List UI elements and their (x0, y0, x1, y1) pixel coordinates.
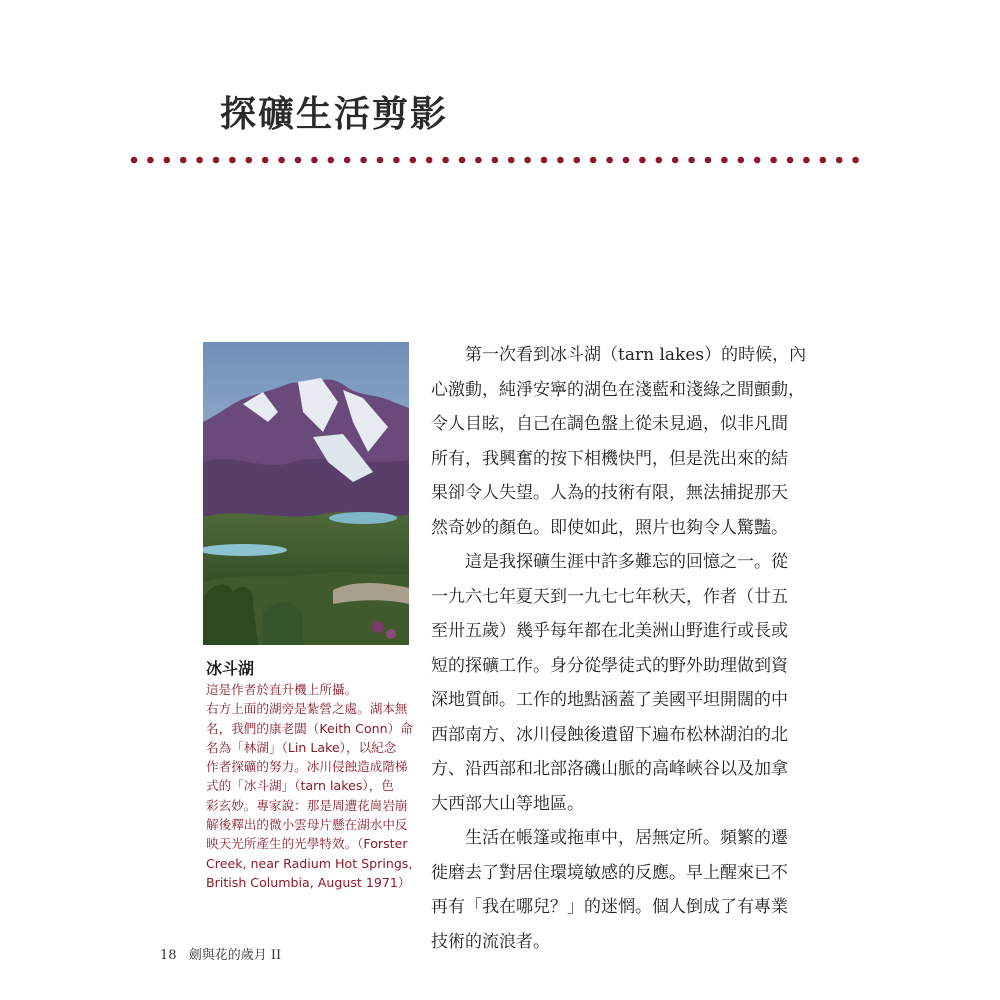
divider-dot (705, 157, 712, 164)
dotted-divider (130, 154, 870, 166)
divider-dot (393, 157, 400, 164)
body-line: 西部南方、冰川侵蝕後遺留下遍布松林湖泊的北 (431, 724, 788, 745)
body-line: 然奇妙的顏色。即使如此，照片也夠令人驚豔。 (431, 517, 788, 538)
caption-line: 彩玄妙。專家說：那是周遭花崗岩崩 (206, 797, 408, 813)
divider-dot (524, 157, 531, 164)
divider-dot (475, 157, 482, 164)
divider-dot (508, 157, 515, 164)
divider-dot (820, 157, 827, 164)
divider-dot (738, 157, 745, 164)
body-line: 第一次看到冰斗湖（tarn lakes）的時候，內 (431, 345, 807, 365)
divider-dot (426, 157, 433, 164)
divider-dot (770, 157, 777, 164)
divider-dot (180, 157, 187, 164)
divider-dot (787, 157, 794, 164)
divider-dot (541, 157, 548, 164)
divider-dot (229, 157, 236, 164)
divider-dot (852, 157, 859, 164)
divider-dot (295, 157, 302, 164)
divider-dot (721, 157, 728, 164)
body-line: 徙磨去了對居住環境敏感的反應。早上醒來已不 (431, 862, 788, 883)
caption-line: Creek, near Radium Hot Springs, (206, 855, 413, 871)
caption-line: 名為「林湖」（Lin Lake），以紀念 (206, 739, 397, 755)
caption-title: 冰斗湖 (206, 659, 255, 678)
divider-dot (213, 157, 220, 164)
divider-dot (557, 157, 564, 164)
body-line: 方、沿西部和北部洛磯山脈的高峰峽谷以及加拿 (431, 759, 788, 779)
body-line: 果卻令人失望。人為的技術有限，無法捕捉那天 (431, 483, 788, 503)
divider-dot (196, 157, 203, 164)
body-line: 至卅五歲）幾乎每年都在北美洲山野進行或長或 (431, 621, 788, 641)
divider-dot (246, 157, 253, 164)
divider-dot (344, 157, 351, 164)
divider-dot (606, 157, 613, 164)
body-line: 再有「我在哪兒？」的迷惘。個人倒成了有專業 (431, 897, 788, 917)
caption-line: 式的「冰斗湖」（tarn lakes），色 (206, 778, 394, 794)
divider-dot (131, 157, 138, 164)
caption-line: 映天光所產生的光學特效。（Forster (206, 836, 408, 852)
divider-dot (590, 157, 597, 164)
divider-dot (672, 157, 679, 164)
body-line: 短的探礦工作。身分從學徒式的野外助理做到資 (431, 655, 788, 676)
caption-line: 右方上面的湖旁是紮營之處。湖本無 (206, 701, 408, 717)
body-line: 大西部大山等地區。 (431, 793, 584, 814)
divider-dot (459, 157, 466, 164)
caption-line: 名，我們的康老闆（Keith Conn）命 (206, 720, 413, 736)
tarn-lakes-photo (203, 342, 409, 645)
caption-line: 作者探礦的努力。冰川侵蝕造成階梯 (206, 759, 408, 775)
page-number: 18 (160, 948, 177, 963)
body-line: 心激動，純淨安寧的湖色在淺藍和淺綠之間顫動， (431, 379, 805, 400)
divider-dot (147, 157, 154, 164)
divider-dot (311, 157, 318, 164)
caption-line: British Columbia, August 1971） (206, 874, 411, 890)
body-line: 生活在帳篷或拖車中，居無定所。頻繁的遷 (431, 828, 788, 848)
divider-dot (754, 157, 761, 164)
divider-dot (574, 157, 581, 164)
body-line: 深地質師。工作的地點涵蓋了美國平坦開闊的中 (431, 690, 788, 710)
divider-dot (688, 157, 695, 164)
photo-caption (206, 680, 416, 892)
divider-dot (803, 157, 810, 164)
page-title: 探礦生活剪影 (220, 93, 449, 135)
divider-dot (623, 157, 630, 164)
divider-dot (377, 157, 384, 164)
body-line: 一九六七年夏天到一九七七年秋天，作者（廿五 (431, 586, 788, 607)
divider-dot (442, 157, 449, 164)
caption-line: 解後釋出的微小雲母片懸在湖水中反 (206, 817, 408, 833)
body-line: 這是我探礦生涯中許多難忘的回憶之一。從 (431, 552, 788, 572)
divider-dot (262, 157, 269, 164)
divider-dot (492, 157, 499, 164)
divider-dot (278, 157, 285, 164)
book-title: 劍與花的歲月 II (188, 948, 282, 963)
divider-dot (360, 157, 367, 164)
body-line: 所有，我興奮的按下相機快門，但是洗出來的結 (431, 448, 788, 469)
article-body (431, 338, 807, 959)
divider-dot (410, 157, 417, 164)
body-line: 令人目眩，自己在調色盤上從未見過，似非凡間 (431, 414, 788, 434)
divider-dot (328, 157, 335, 164)
divider-dot (164, 157, 171, 164)
caption-line: 這是作者於直升機上所攝。 (206, 682, 358, 697)
divider-dot (656, 157, 663, 164)
divider-dot (836, 157, 843, 164)
divider-dot (639, 157, 646, 164)
body-line: 技術的流浪者。 (431, 931, 550, 952)
page-footer (160, 944, 281, 963)
